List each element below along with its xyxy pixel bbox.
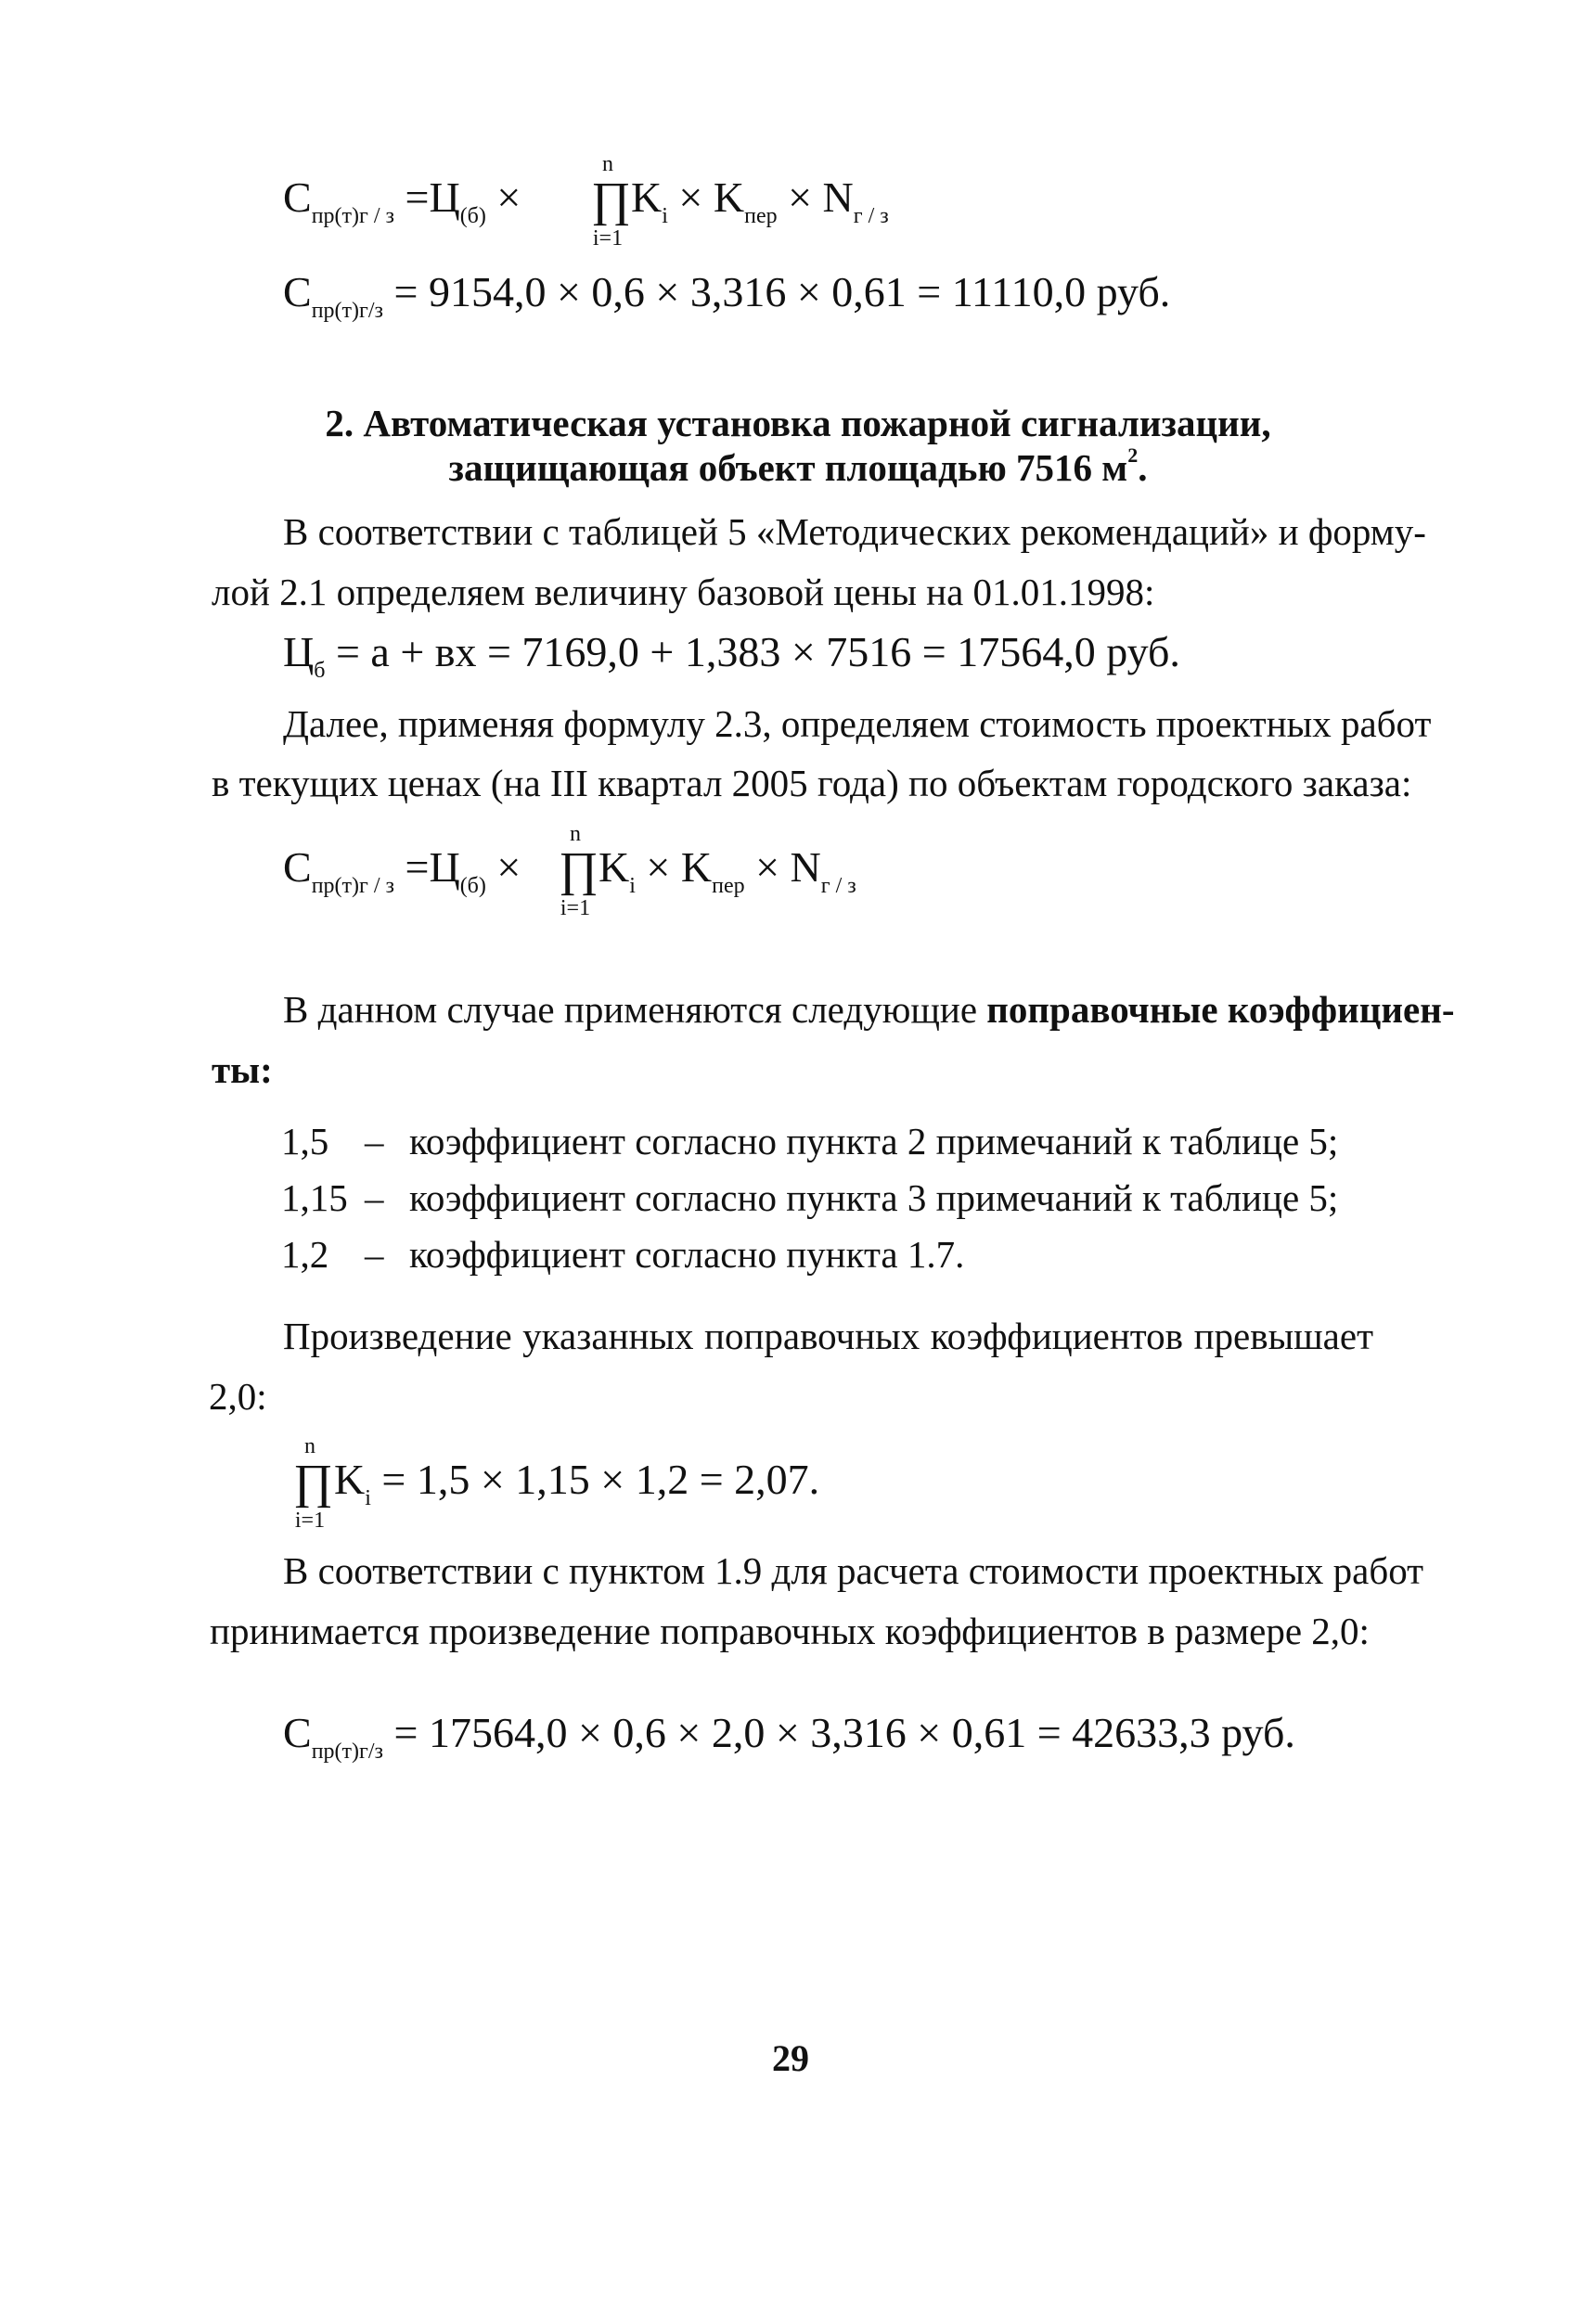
paragraph-text: В соответствии с пунктом 1.9 для расчета стоимости проектных работ [283, 1549, 1424, 1592]
calculation-rhs: = 9154,0 × 0,6 × 3,316 × 0,61 = 11110,0 руб. [383, 268, 1171, 315]
paragraph-5-line-1 [283, 1549, 1424, 1592]
section-heading-line-1 [0, 401, 1596, 445]
product-operator [559, 822, 598, 920]
formula-symbol-k: K [680, 843, 713, 891]
paragraph-1-line-2 [212, 573, 1154, 611]
paragraph-1-line-1 [283, 510, 1426, 553]
formula-subscript: (б) [459, 874, 486, 898]
formula-subscript: пер [712, 874, 745, 898]
formula-symbol-price: Ц [429, 173, 460, 221]
formula-subscript: i [662, 204, 668, 228]
product-lower-limit: i=1 [294, 1509, 326, 1533]
heading-text-end: . [1138, 446, 1148, 489]
formula-subscript: г / з [853, 204, 889, 228]
calculation-rhs: = а + вх = 7169,0 + 1,383 × 7516 = 17564,0 руб. [325, 628, 1180, 675]
paragraph-text: В данном случае применяются следующие [283, 988, 987, 1031]
heading-superscript: 2 [1127, 443, 1139, 467]
page-number-text: 29 [772, 2037, 809, 2079]
heading-text: 2. Автоматическая установка пожарной сигнализации, [325, 402, 1271, 444]
coefficient-value: 1,2 [281, 1233, 329, 1276]
product-operator [591, 152, 631, 250]
formula-subscript: б [314, 659, 326, 683]
formula-symbol-c: C [283, 1709, 312, 1756]
formula-general-top [283, 173, 521, 228]
paragraph-4-line-2 [209, 1375, 267, 1418]
paragraph-text: лой 2.1 определяем величину базовой цены на 01.01.1998: [212, 571, 1155, 613]
formula-symbol-c: C [283, 843, 312, 891]
product-calculation [334, 1458, 819, 1509]
formula-symbol-k: K [334, 1456, 366, 1503]
formula-times: × [678, 173, 703, 221]
heading-text: защищающая объект площадью 7516 м [448, 446, 1128, 489]
formula-symbol-price: Ц [429, 843, 460, 891]
formula-times: × [496, 173, 521, 221]
formula-equals: = [405, 173, 430, 221]
formula-subscript: (б) [459, 204, 486, 228]
formula-subscript: г / з [820, 874, 856, 898]
formula-times: × [755, 843, 780, 891]
section-heading-line-2 [0, 443, 1596, 490]
formula-general-middle [283, 843, 521, 898]
formula-times: × [788, 173, 813, 221]
formula-general-middle-rest [598, 843, 856, 898]
paragraph-2-line-2 [212, 764, 1411, 802]
formula-general-top-rest [631, 173, 889, 228]
paragraph-text: в текущих ценах (на III квартал 2005 года) по объектам городского заказа: [212, 762, 1412, 804]
formula-symbol-k: K [713, 173, 745, 221]
coefficient-dash: – [365, 1120, 384, 1162]
product-lower-limit: i=1 [560, 896, 591, 920]
coefficient-item [281, 1120, 1339, 1162]
calculation-line-2 [283, 1709, 1295, 1764]
paragraph-3-line-1 [283, 988, 1455, 1031]
formula-subscript: пр(т)г / з [311, 874, 394, 898]
page-number [772, 2036, 809, 2080]
formula-subscript: i [629, 874, 636, 898]
paragraph-text: принимается произведение поправочных коэффициентов в размере 2,0: [210, 1610, 1370, 1652]
paragraph-4-line-1 [283, 1317, 1373, 1355]
paragraph-text: Далее, применяя формулу 2.3, определяем стоимость проектных работ [283, 702, 1432, 745]
product-symbol: ∏ [293, 1456, 333, 1509]
formula-subscript: i [365, 1486, 371, 1510]
formula-symbol-price: Ц [283, 628, 315, 675]
coefficient-text: коэффициент согласно пункта 3 примечаний к таблице 5; [409, 1176, 1339, 1219]
paragraph-text-bold: поправочные коэффициен- [986, 988, 1455, 1031]
coefficient-value: 1,5 [281, 1120, 329, 1162]
coefficient-text: коэффициент согласно пункта 2 примечаний к таблице 5; [409, 1120, 1339, 1162]
formula-times: × [496, 843, 521, 891]
product-symbol: ∏ [591, 173, 631, 226]
formula-subscript: пр(т)г/з [311, 1740, 383, 1764]
paragraph-3-line-2 [212, 1048, 273, 1091]
formula-times: × [646, 843, 671, 891]
product-symbol: ∏ [559, 843, 598, 896]
formula-subscript: пер [744, 204, 778, 228]
formula-subscript: пр(т)г/з [311, 299, 383, 323]
paragraph-text: В соответствии с таблицей 5 «Методических рекомендаций» и форму- [283, 510, 1426, 553]
product-upper-limit: n [602, 152, 613, 176]
formula-symbol-c: C [283, 268, 312, 315]
product-lower-limit: i=1 [592, 226, 624, 250]
paragraph-text: Произведение указанных поправочных коэффициентов превышает [283, 1315, 1373, 1357]
paragraph-2-line-1 [283, 702, 1432, 745]
coefficient-item [281, 1233, 965, 1276]
coefficient-dash: – [365, 1233, 384, 1276]
product-operator [293, 1434, 333, 1533]
formula-symbol-k: K [631, 173, 663, 221]
coefficient-text: коэффициент согласно пункта 1.7. [409, 1233, 965, 1276]
coefficient-dash: – [365, 1176, 384, 1219]
formula-symbol-n: N [822, 173, 854, 221]
formula-equals: = [405, 843, 430, 891]
calculation-rhs: = 1,5 × 1,15 × 1,2 = 2,07. [370, 1456, 820, 1503]
paragraph-5-line-2 [210, 1612, 1370, 1650]
calculation-line-1 [283, 268, 1171, 323]
formula-subscript: пр(т)г / з [311, 204, 394, 228]
paragraph-text: 2,0: [209, 1375, 267, 1418]
formula-symbol-n: N [790, 843, 821, 891]
coefficient-value: 1,15 [281, 1176, 348, 1219]
calculation-rhs: = 17564,0 × 0,6 × 2,0 × 3,316 × 0,61 = 42633,3 руб. [383, 1709, 1295, 1756]
product-upper-limit: n [570, 822, 581, 846]
paragraph-text: ты: [212, 1048, 273, 1091]
base-price-formula [283, 628, 1180, 683]
product-upper-limit: n [304, 1434, 315, 1458]
formula-symbol-c: C [283, 173, 312, 221]
coefficient-item [281, 1176, 1339, 1219]
formula-symbol-k: K [598, 843, 630, 891]
